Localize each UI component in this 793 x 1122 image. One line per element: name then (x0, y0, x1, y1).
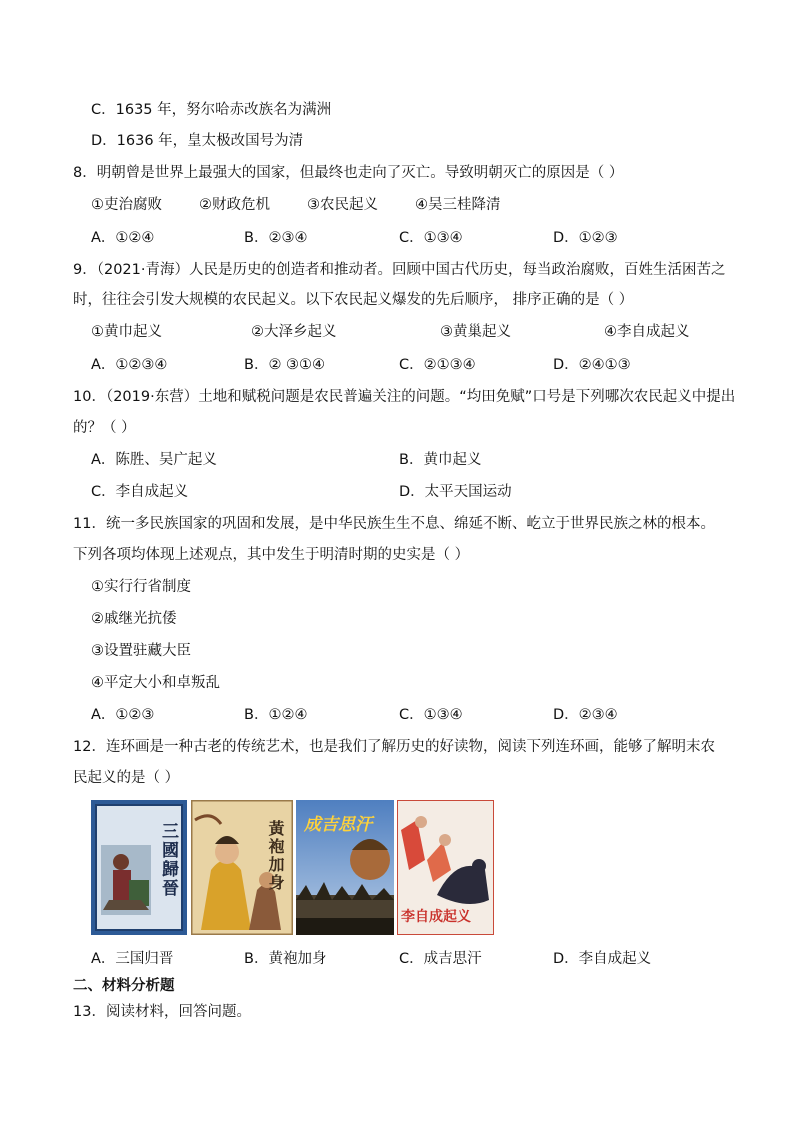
q9-item-1: ①黄巾起义 (91, 324, 162, 340)
q9-stem-line1: 9．（2021·青海）人民是历史的创造者和推动者。回顾中国古代历史，每当政治腐败，百姓生活困苦之 (73, 262, 726, 278)
q11-option-a: A．①②③ (91, 707, 155, 723)
q12-option-d: D．李自成起义 (553, 951, 652, 967)
section-heading: 二、材料分析题 (73, 978, 175, 994)
q7-option-d: D．1636 年，皇太极改国号为清 (91, 133, 304, 149)
q9-option-c: C．②①③④ (399, 357, 476, 373)
cover-image-sanguo (91, 800, 187, 935)
cover-title-chengjisihan: 成吉思汗 (304, 815, 372, 835)
q9-item-4: ④李自成起义 (604, 324, 690, 340)
q8-item-2: ②财政危机 (199, 197, 270, 213)
q11-option-b: B．①②④ (244, 707, 308, 723)
cover-title-lizicheng: 李自成起义 (401, 909, 471, 925)
q9-option-b: B．② ③①④ (244, 357, 326, 373)
cover-image-lizicheng (397, 800, 494, 935)
q8-option-b: B．②③④ (244, 230, 308, 246)
q12-option-c: C．成吉思汗 (399, 951, 482, 967)
q8-option-a: A．①②④ (91, 230, 155, 246)
q11-option-c: C．①③④ (399, 707, 463, 723)
cover-image-chengjisihan (296, 800, 394, 935)
q12-stem-line2: 民起义的是（ ） (73, 770, 180, 786)
q12-option-a: A．三国归晋 (91, 951, 174, 967)
q12-option-b: B．黄袍加身 (244, 951, 327, 967)
q8-item-1: ①吏治腐败 (91, 197, 162, 213)
q10-option-d: D．太平天国运动 (399, 484, 512, 500)
q8-option-c: C．①③④ (399, 230, 463, 246)
q9-stem-line2: 时，往往会引发大规模的农民起义。以下农民起义爆发的先后顺序， 排序正确的是（ ） (73, 292, 634, 308)
q8-stem: 8．明朝曾是世界上最强大的国家，但最终也走向了灭亡。导致明朝灭亡的原因是（ ） (73, 165, 624, 181)
q8-option-d: D．①②③ (553, 230, 618, 246)
q11-stem-line1: 11．统一多民族国家的巩固和发展，是中华民族生生不息、绵延不断、屹立于世界民族之林的根本。 (73, 516, 715, 532)
q9-item-2: ②大泽乡起义 (251, 324, 337, 340)
q11-stem-line2: 下列各项均体现上述观点，其中发生于明清时期的史实是（ ） (73, 547, 470, 563)
q11-item-1: ①实行行省制度 (91, 579, 191, 595)
q8-item-4: ④吴三桂降清 (415, 197, 501, 213)
cover-title-sanguo: 三國歸晉 (158, 822, 178, 898)
q9-option-a: A．①②③④ (91, 357, 168, 373)
cover-title-huangpao: 黃袍加身 (266, 820, 285, 892)
q10-stem-line1: 10．（2019·东营）土地和赋税问题是农民普遍关注的问题。“均田免赋”口号是下列哪次农民起义中提出 (73, 389, 736, 405)
q11-item-3: ③设置驻藏大臣 (91, 643, 191, 659)
q9-item-3: ③黄巢起义 (440, 324, 511, 340)
q10-option-a: A．陈胜、吴广起义 (91, 452, 217, 468)
q12-stem-line1: 12．连环画是一种古老的传统艺术，也是我们了解历史的好读物，阅读下列连环画，能够了解明末农 (73, 739, 715, 755)
q10-option-c: C．李自成起义 (91, 484, 189, 500)
q13-stem: 13．阅读材料，回答问题。 (73, 1004, 251, 1020)
q8-item-3: ③农民起义 (307, 197, 378, 213)
cover-image-huangpao (191, 800, 293, 935)
q9-option-d: D．②④①③ (553, 357, 631, 373)
q10-stem-line2: 的？（ ） (73, 420, 136, 436)
q11-option-d: D．②③④ (553, 707, 618, 723)
q10-option-b: B．黄巾起义 (399, 452, 482, 468)
q7-option-c: C．1635 年，努尔哈赤改族名为满洲 (91, 102, 332, 118)
q11-item-2: ②戚继光抗倭 (91, 611, 177, 627)
q11-item-4: ④平定大小和卓叛乱 (91, 675, 220, 691)
